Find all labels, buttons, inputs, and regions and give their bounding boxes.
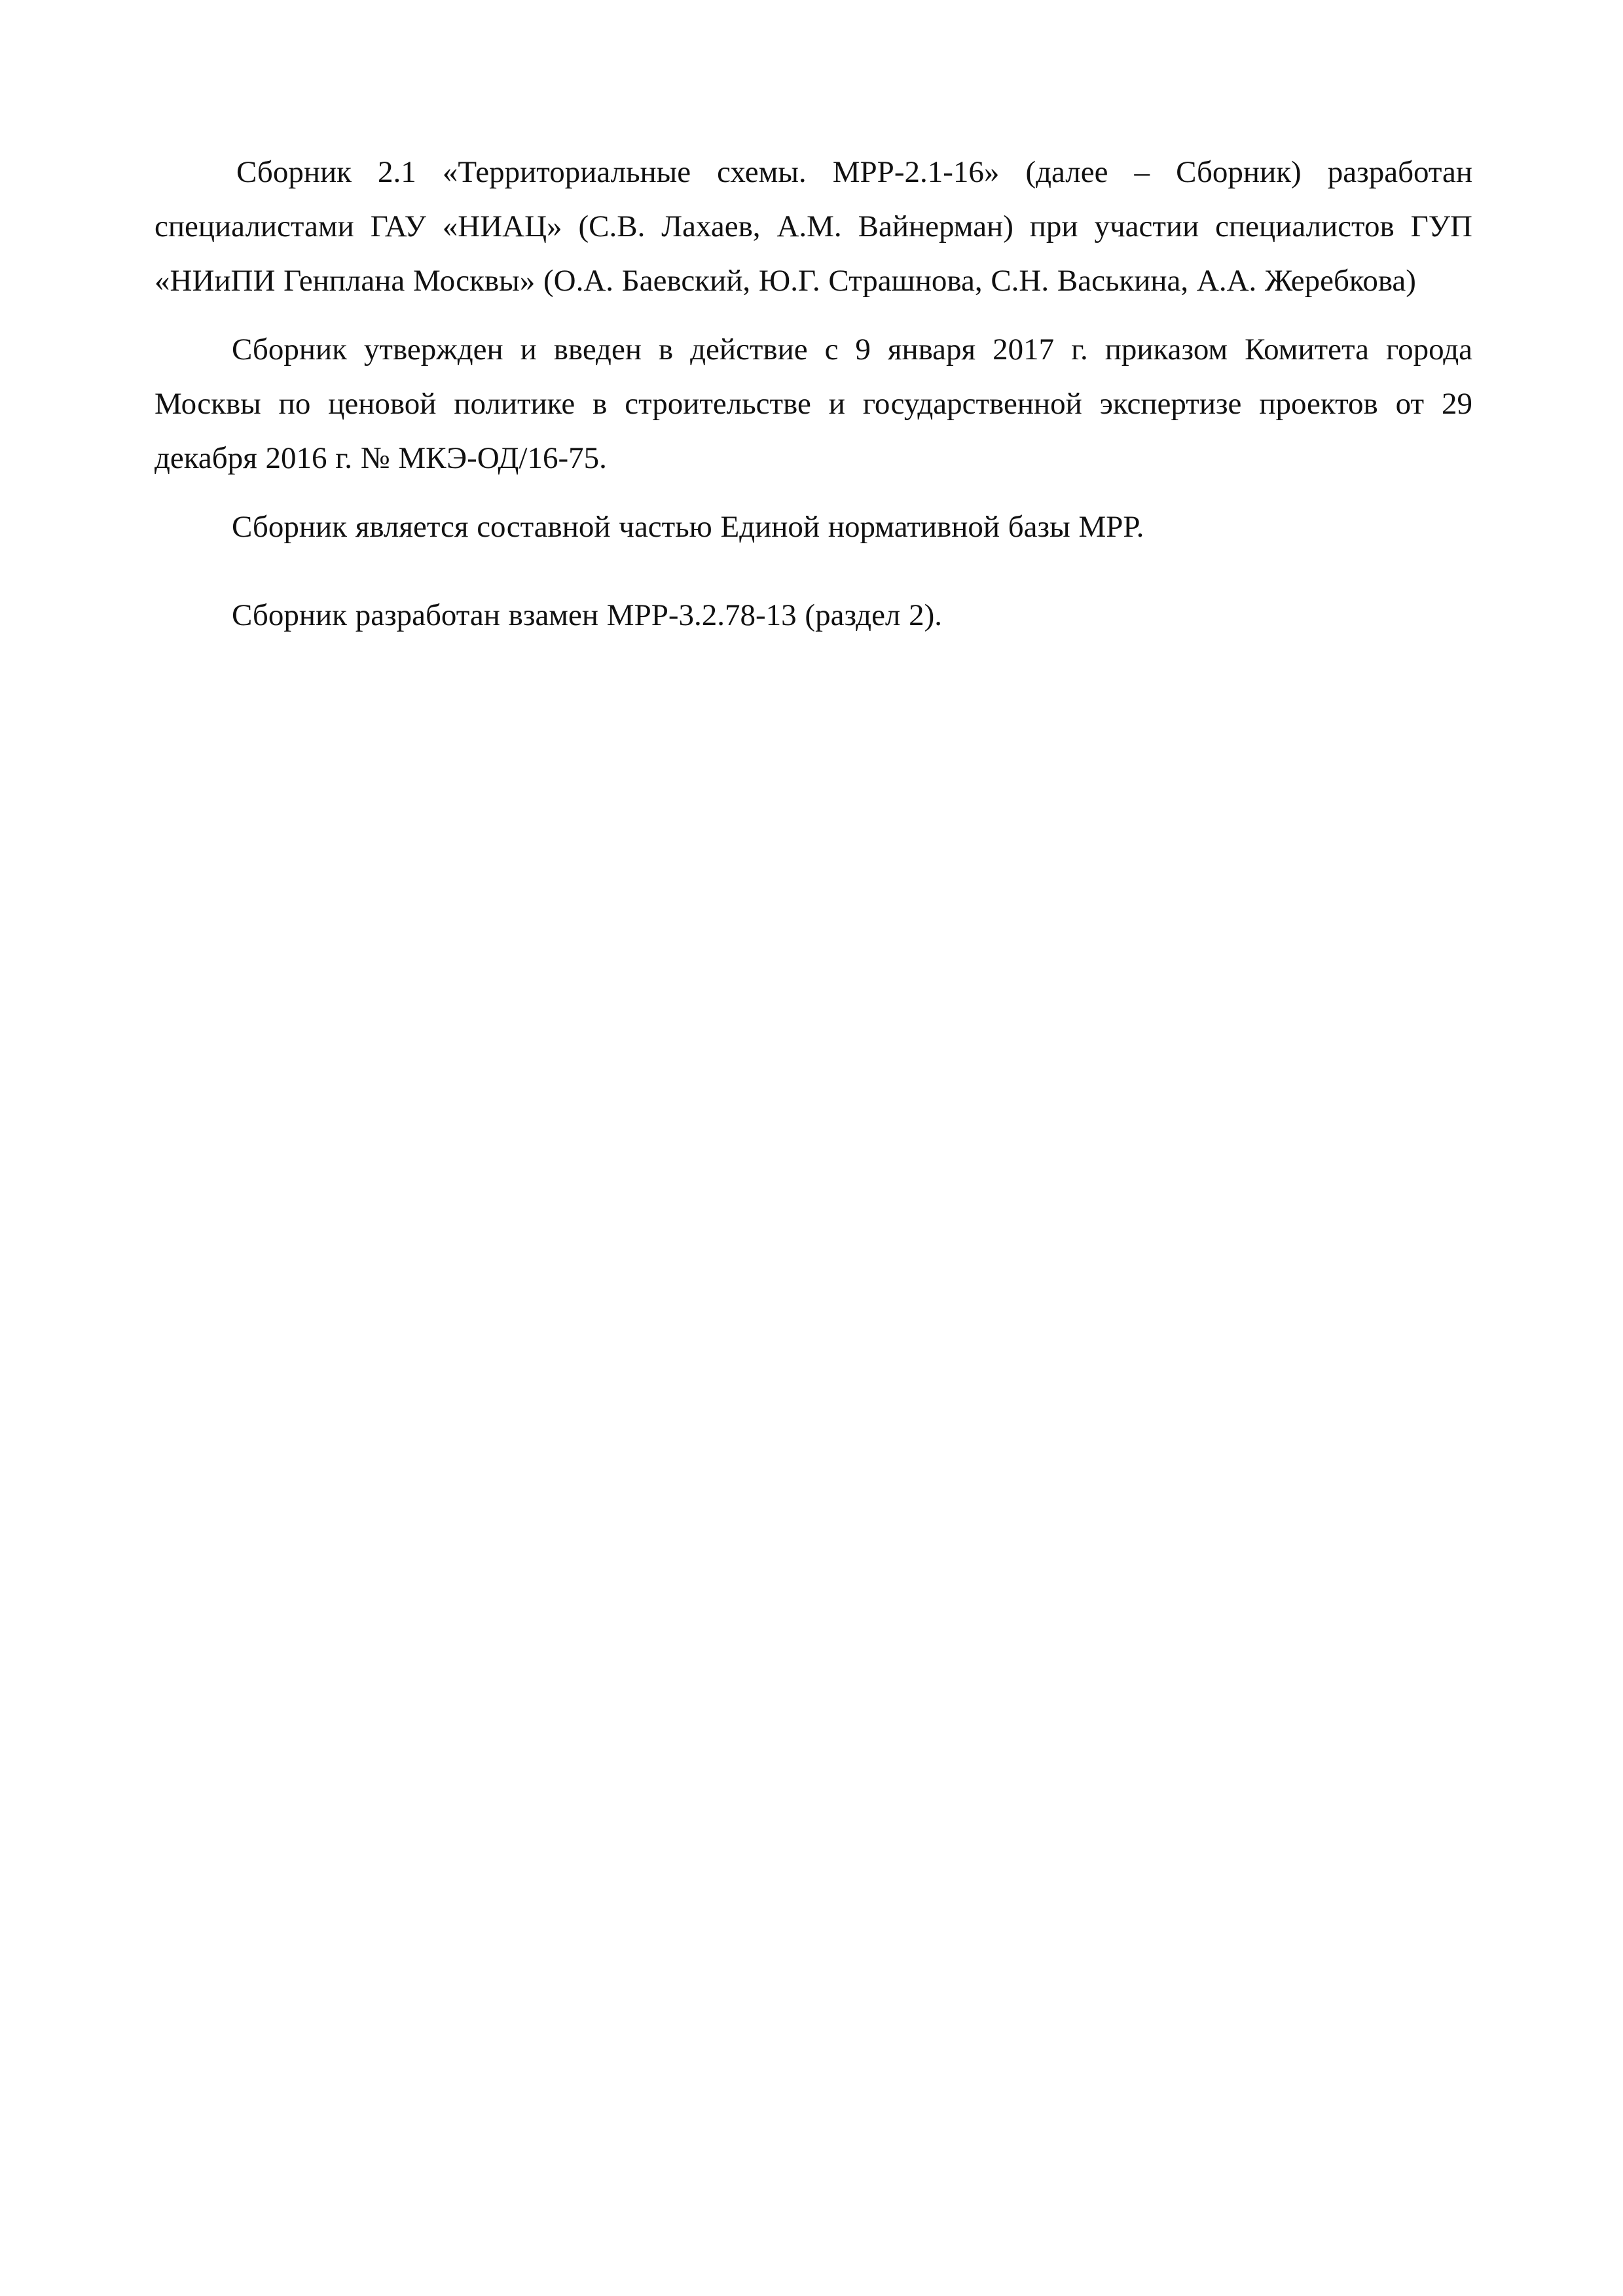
document-body	[155, 145, 1472, 643]
paragraph-approval: Сборник утвержден и введен в действие с 9 января 2017 г. приказом Комитета города Москвы по ценовой политике в строительстве и государственной экспертизе проектов от 29 декабря 2016 г. № МКЭ-ОД/16-75.	[155, 332, 1472, 475]
paragraph-replacement: Сборник разработан взамен МРР-3.2.78-13 (раздел 2).	[232, 598, 943, 632]
paragraph-developers: Сборник 2.1 «Территориальные схемы. МРР-2.1-16» (далее – Сборник) разработан специалистами ГАУ «НИАЦ» (С.В. Лахаев, А.М. Вайнерман) при участии специалистов ГУП «НИиПИ Генплана Москвы» (О.А. Баевский, Ю.Г. Страшнова, С.Н. Васькина, А.А. Жеребкова)	[155, 155, 1472, 298]
paragraph-normative-base: Сборник является составной частью Единой нормативной базы МРР.	[232, 510, 1144, 544]
